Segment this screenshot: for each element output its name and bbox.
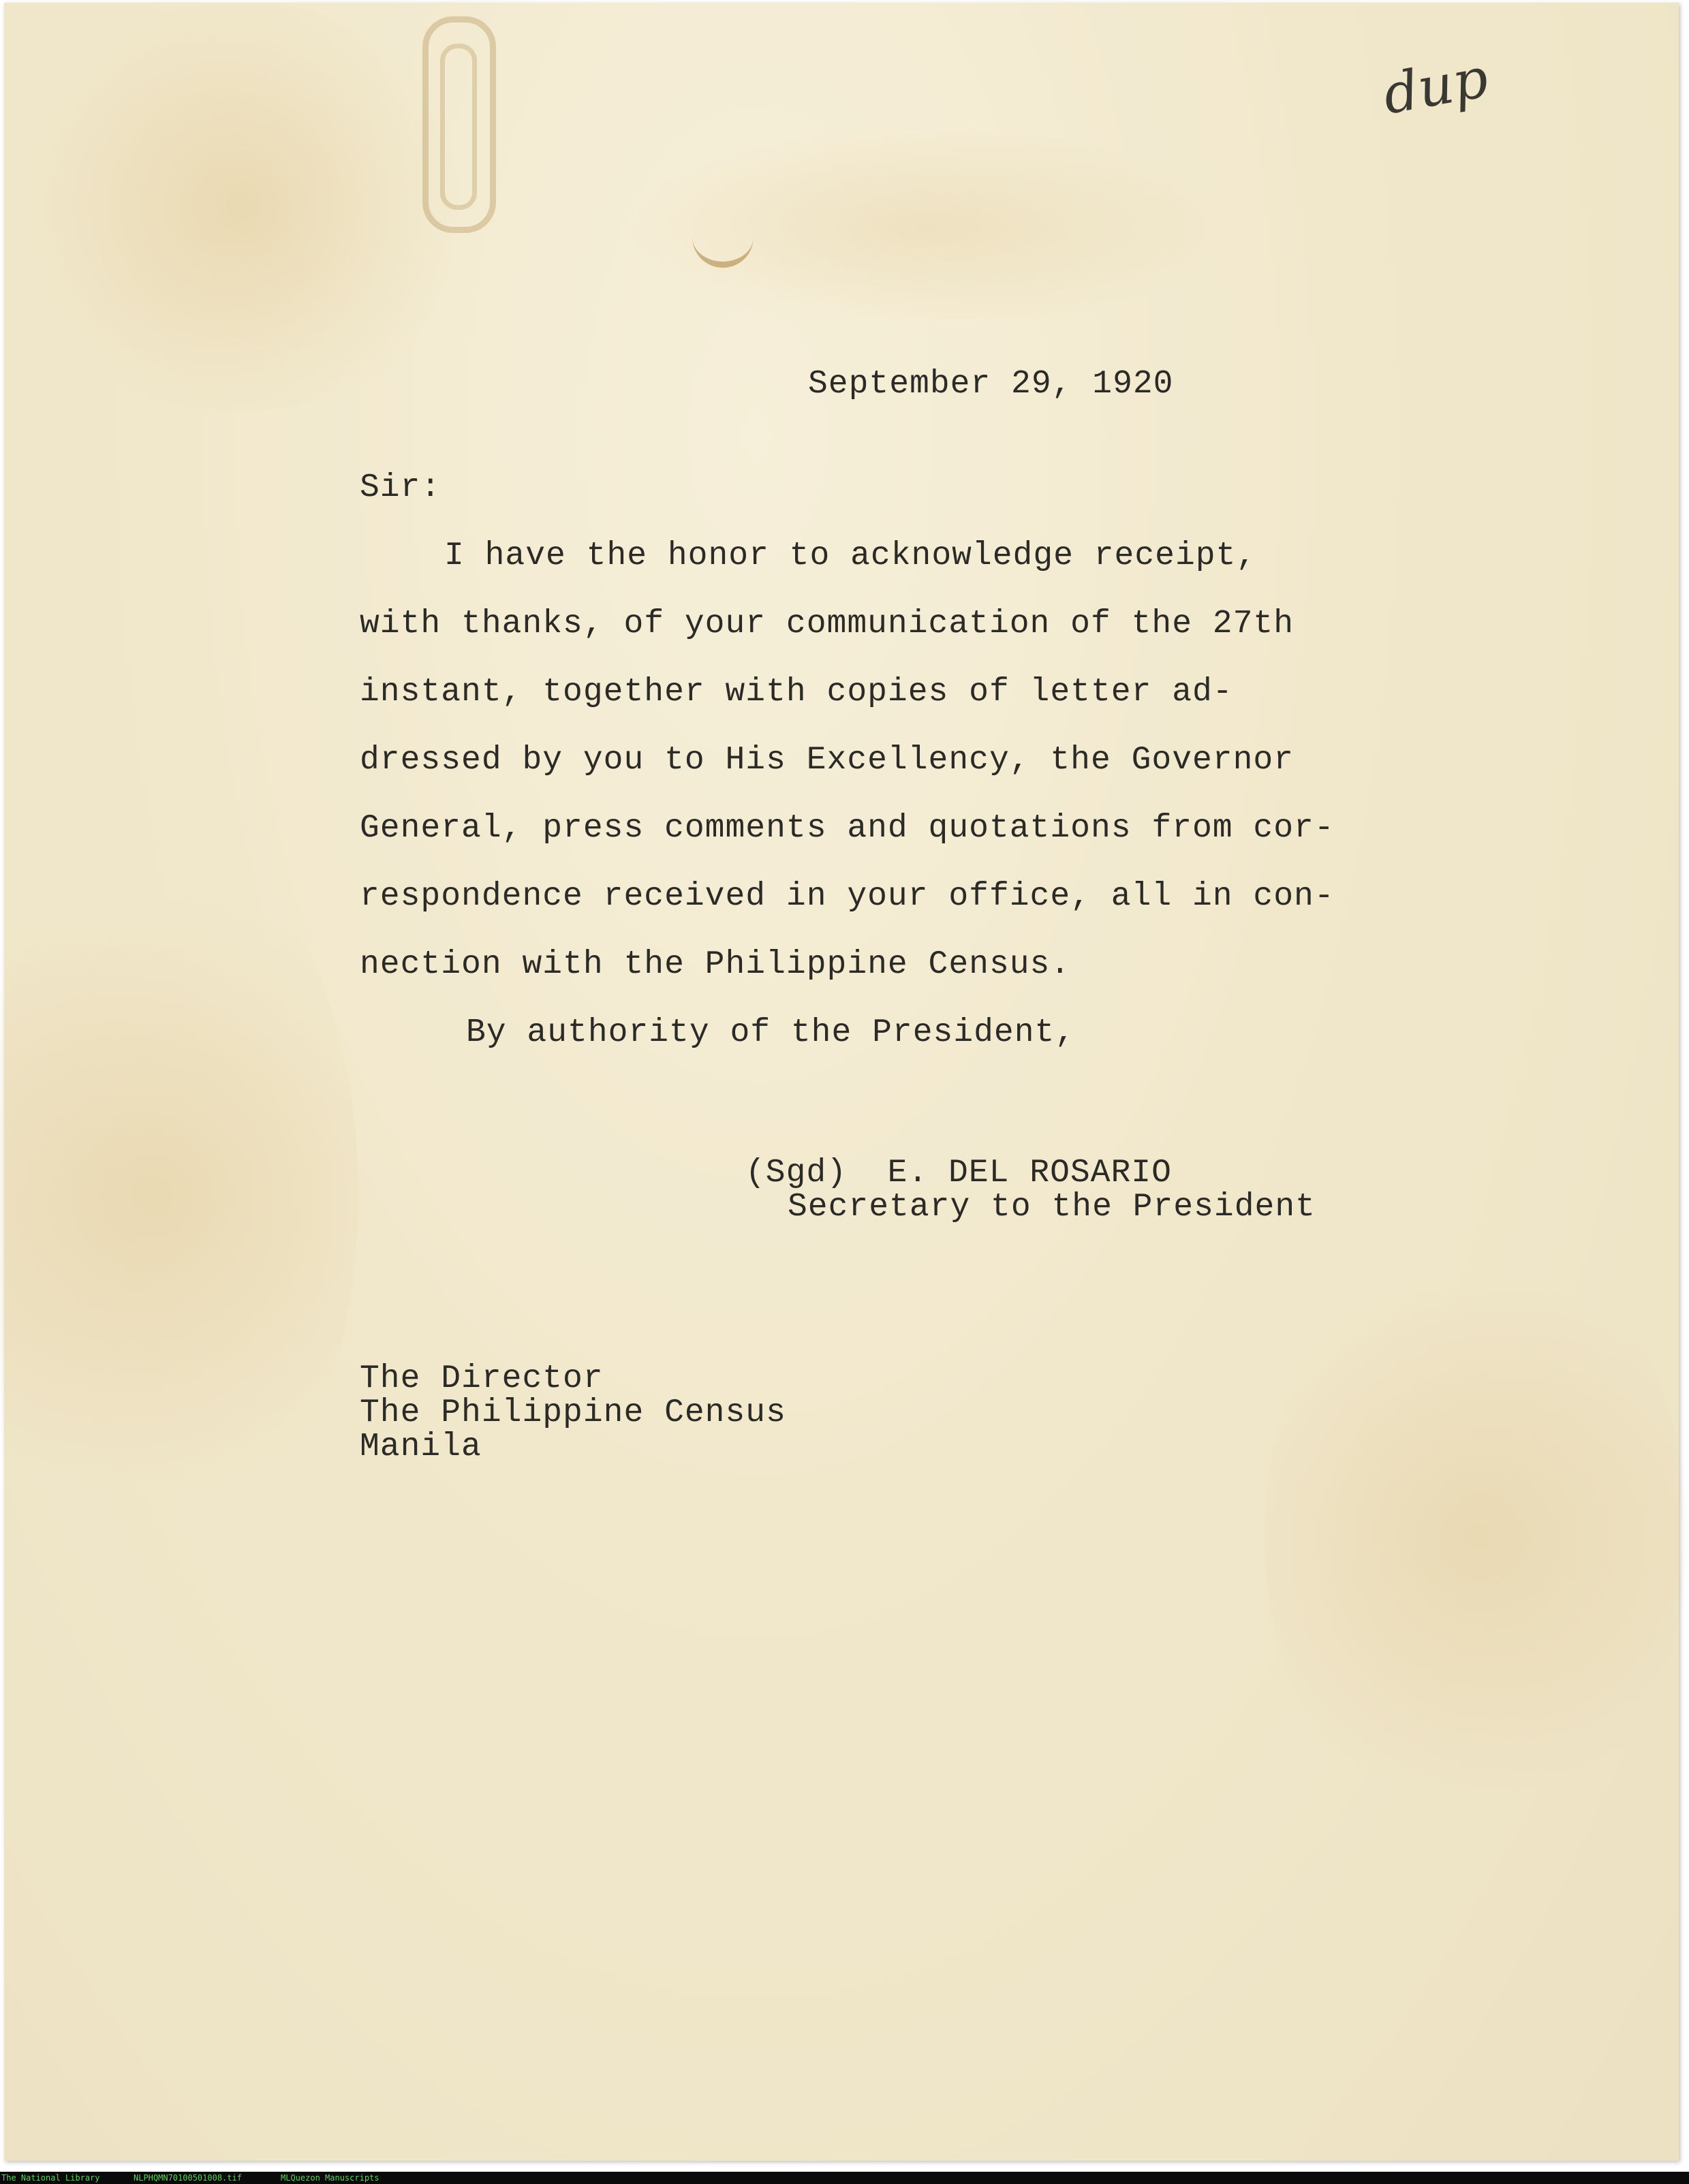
body-line: instant, together with copies of letter ad-	[360, 674, 1233, 711]
letter-date: September 29, 1920	[808, 366, 1174, 403]
footer-filename: NLPHQMN70100501008.tif	[134, 2173, 242, 2183]
stain	[1265, 1229, 1687, 1842]
signature-title: Secretary to the President	[788, 1189, 1316, 1226]
stain	[0, 820, 358, 1570]
body-line: nection with the Philippine Census.	[360, 946, 1071, 983]
footer-collection: MLQuezon Manuscripts	[281, 2173, 379, 2183]
footer-library: The National Library	[1, 2173, 100, 2183]
body-line: dressed by you to His Excellency, the Governor	[360, 742, 1295, 779]
stain	[4, 3, 481, 411]
addressee-line: Manila	[360, 1429, 482, 1465]
body-line: with thanks, of your communication of the 27th	[360, 606, 1295, 642]
addressee-line: The Director	[360, 1360, 604, 1397]
body-line: I have the honor to acknowledge receipt,	[444, 537, 1257, 574]
addressee-line: The Philippine Census	[360, 1394, 786, 1431]
salutation: Sir:	[360, 469, 441, 506]
archive-footer	[0, 2172, 1689, 2184]
body-line: respondence received in your office, all in con-	[360, 878, 1335, 915]
body-line: General, press comments and quotations from cor-	[360, 810, 1335, 847]
handwritten-note: dup	[1378, 46, 1493, 127]
signature-line: (Sgd) E. DEL ROSARIO	[745, 1155, 1172, 1191]
document-page	[4, 3, 1679, 2161]
smudge-mark	[692, 228, 754, 268]
closing-line: By authority of the President,	[466, 1014, 1076, 1051]
paperclip-mark-inner	[440, 44, 477, 210]
